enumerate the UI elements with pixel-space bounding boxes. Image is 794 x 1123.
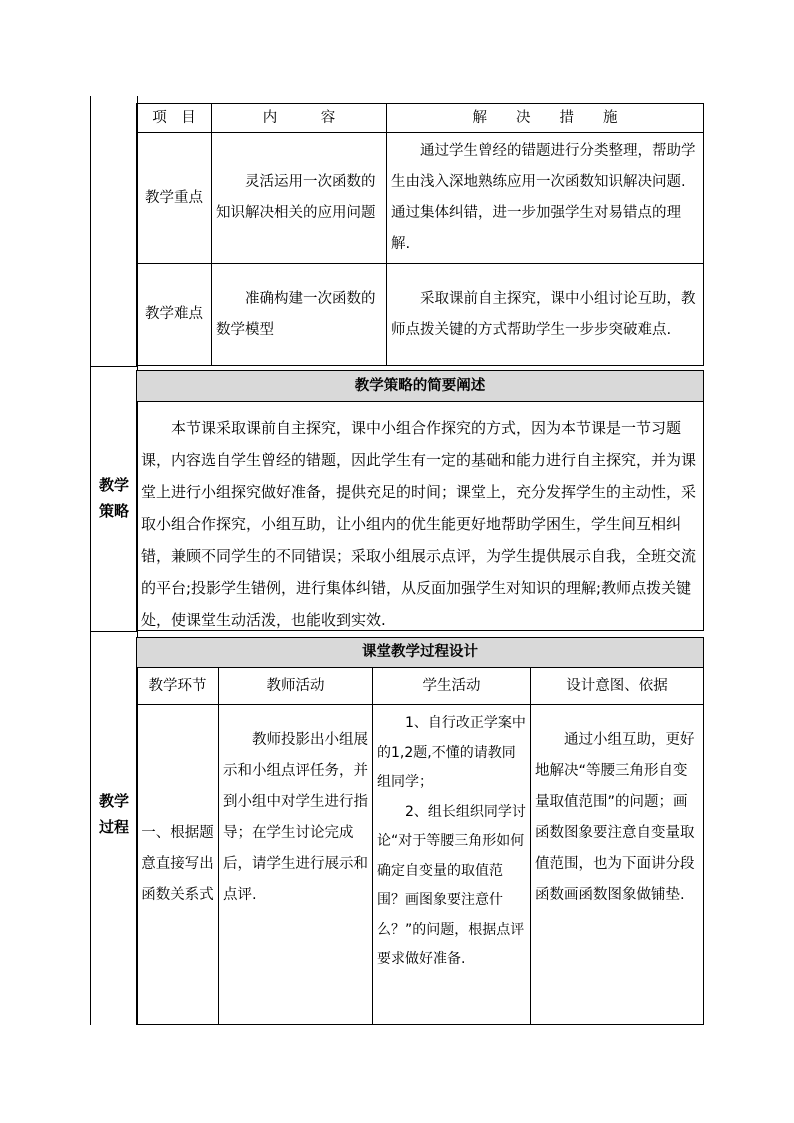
strategy-title: 教学策略的简要阐述 bbox=[136, 370, 704, 402]
process-teacher: 教师投影出小组展示和小组点评任务，并到小组中对学生进行指导；在学生讨论完成后，请学生进行展示和点评. bbox=[218, 704, 373, 1025]
row-key-point-item: 教学重点 bbox=[136, 132, 212, 264]
row-key-point-measures bbox=[386, 132, 704, 264]
process-stage-text: 一、根据题意直接写出函数关系式 bbox=[141, 825, 214, 903]
row-difficulty-content-text: 准确构建一次函数的数学模型 bbox=[216, 290, 376, 338]
strategy-label: 教学策略 bbox=[98, 476, 129, 520]
process-intent: 通过小组互助，更好地解决“等腰三角形自变量取值范围”的问题；画函数图象要注意自变量取值范围，也为下面讲分段函数画函数图象做铺垫. bbox=[530, 704, 704, 1025]
process-header-teacher: 教师活动 bbox=[218, 667, 373, 705]
header-item: 项 目 bbox=[136, 103, 212, 133]
row-difficulty-measures-text: 采取课前自主探究，课中小组讨论互助，教师点拨关键的方式帮助学生一步步突破难点. bbox=[391, 290, 696, 338]
process-header-student: 学生活动 bbox=[372, 667, 531, 705]
strategy-body: 本节课采取课前自主探究，课中小组合作探究的方式，因为本节课是一节习题课，内容选自学生曾经的错题，因此学生有一定的基础和能力进行自主探究，并为课堂上进行小组探究做好准备，提供充足的时间；课堂上，充分发挥学生的主动性，采取小组合作探究，小组互助，让小组内的优生能更好地帮助学困生，学生间互相纠错，兼顾不同学生的不同错误；采取小组展示点评，为学生提供展示自我，全班交流的平台;投影学生错例，进行集体纠错，从反面加强学生对知识的理解;教师点拨关键处，使课堂生动活泼，也能收到实效. bbox=[136, 401, 704, 631]
process-stage bbox=[136, 704, 219, 1025]
process-label: 教学过程 bbox=[98, 792, 129, 836]
row-key-point-content-text: 灵活运用一次函数的知识解决相关的应用问题 bbox=[216, 174, 376, 221]
process-student bbox=[372, 704, 531, 1025]
process-header-intent: 设计意图、依据 bbox=[530, 667, 704, 705]
row-difficulty-measures bbox=[386, 263, 704, 366]
process-header-stage: 教学环节 bbox=[136, 667, 219, 705]
row-difficulty-content bbox=[211, 263, 387, 366]
process-student-step-2: 2、组长组织同学讨论“对于等腰三角形如何确定自变量的取值范围？画图象要注意什么？”的问题，根据点评要求做好准备. bbox=[377, 803, 526, 967]
left-column-process bbox=[90, 631, 138, 1025]
process-student-step-1: 1、自行改正学案中的1,2题,不懂的请教同组同学； bbox=[377, 715, 526, 790]
header-measures: 解 决 措 施 bbox=[386, 103, 704, 133]
left-column-top bbox=[90, 96, 138, 366]
row-difficulty-item: 教学难点 bbox=[136, 263, 212, 366]
row-key-point-content bbox=[211, 132, 387, 264]
left-column-strategy bbox=[90, 366, 138, 632]
header-content: 内 容 bbox=[211, 103, 387, 133]
process-title: 课堂教学过程设计 bbox=[136, 637, 704, 668]
row-key-point-measures-text: 通过学生曾经的错题进行分类整理，帮助学生由浅入深地熟练应用一次函数知识解决问题.通过集体纠错，进一步加强学生对易错点的理解. bbox=[391, 143, 696, 252]
